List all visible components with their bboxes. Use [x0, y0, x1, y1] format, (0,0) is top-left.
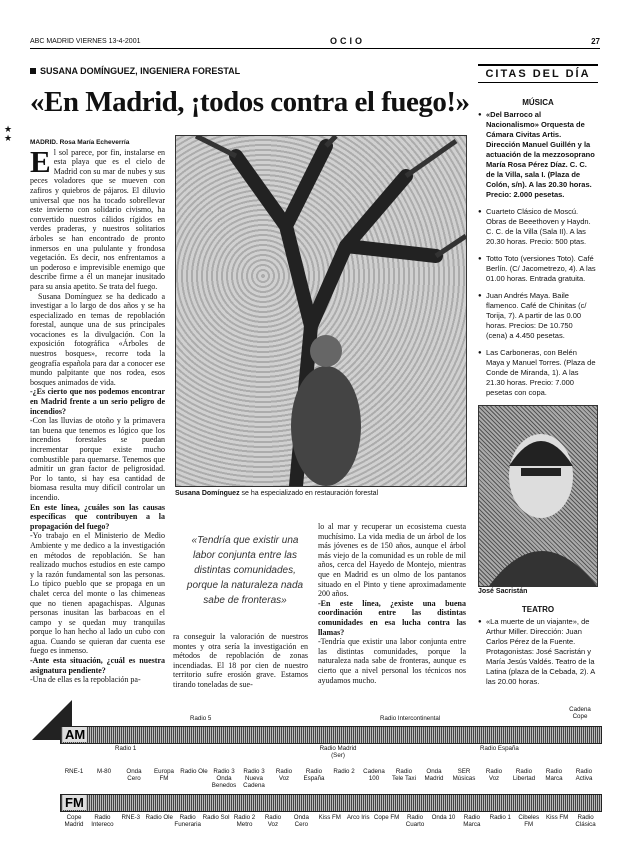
- fm-station: Radio Libertad: [512, 768, 536, 782]
- fm-band: [60, 794, 602, 812]
- fm-station: Cibeles FM: [518, 814, 540, 828]
- portrait-illustration: [479, 406, 597, 586]
- star-icon: ★ ★: [4, 124, 13, 143]
- am-station: Radio 5: [190, 715, 212, 722]
- paragraph: ra conseguir la valoración de nuestros montes y otra sería la investigación en métodos de repoblación de zonas incendiadas. El 18 por cien de nuestro territorio sufre erosión grave. Estamos tirando toneladas de sue-: [173, 632, 308, 689]
- question: -Ante esta situación, ¿cuál es nuestra asignatura pendiente?: [30, 656, 165, 675]
- fm-station: RNE-1: [64, 768, 84, 775]
- page-header: [30, 36, 600, 49]
- article-headline: «En Madrid, ¡todos contra el fuego!»: [30, 86, 470, 118]
- fm-station: Radio Marca: [463, 814, 481, 828]
- list-item: ● Juan Andrés Maya. Baile flamenco. Café de Chinitas (c/ Torija, 7). A partir de las 0.00 horas. Precios: De 10.750 (cena) a 4.450 pesetas.: [478, 291, 596, 341]
- list-item: ● Las Carboneras, con Belén Maya y Manuel Torres. (Plaza de Conde de Miranda, 1). A las 21.30 horas. Precio: 7.000 pesetas con copa.: [478, 348, 596, 398]
- fm-station: Radio Ole: [180, 768, 208, 775]
- am-station: Radio España: [480, 745, 519, 752]
- theatre-heading: TEATRO: [521, 605, 555, 614]
- question: -En este línea, ¿existe una buena coordinación entre las distintas comunidades en esa lucha contra las llamas?: [318, 598, 466, 637]
- fm-station: Cadena 100: [363, 768, 385, 782]
- fm-station: Radio Marca: [545, 768, 563, 782]
- fm-station: Radio Voz: [275, 768, 293, 782]
- article-photo: [175, 135, 467, 487]
- article-column-1: [30, 138, 165, 688]
- am-station: Cadena Cope: [569, 706, 591, 720]
- theatre-list: [478, 617, 596, 694]
- fm-station: Radio Intereco: [91, 814, 114, 828]
- paragraph: El sol parece, por fin, instalarse en esta playa que es el cielo de Madrid con su mar de nubes y sus peces voladores que se mueven con zafiros y quiebros de pájaros. El diluvio universal que nos ha tocado sobrellevar este invierno con solidario civismo, ha convertido nuestros cálidos rígidos en verdes praderas, y nuestros solitarios árboles se han encontrado de pronto inmersos en una pululante y frondosa vegetación. Es decir, nos enfrentamos a un poderoso e imprevisible enemigo que describe firme a él un manejar inusitado para su ansia apetito. Se trata del fuego.: [30, 143, 165, 291]
- fm-station: Onda Cero: [126, 768, 142, 782]
- fm-station: Radio Tele Taxi: [392, 768, 416, 782]
- paragraph: -Tendría que existir una labor conjunta entre las distintas comunidades, porque la naturaleza nada sabe de fronteras, aunque es cierto que a nivel personal los técnicos nos ayudamos mucho.: [318, 637, 466, 685]
- paragraph: -Yo trabajo en el Ministerio de Medio Ambiente y me dedico a la investigación en métodos de repoblación. Se han realizado muchos estudios en este campo y la razón fundamental son las personas. Lo típico pueblo que se propaga en un chalet cerca del monte o las chimeneas que no tienen apagachispas. Algunas personas inusitan las barbacoas en el campo y se quedan muy tranquilas porque lo han hecho al lado un cubo con agua. Cuando se quieran dar cuenta ese fuego es inmenso.: [30, 531, 165, 656]
- fm-station: Radio 2 Metro: [233, 814, 256, 828]
- am-band: [60, 726, 602, 744]
- fm-station: Onda Cero: [293, 814, 309, 828]
- portrait-photo: [478, 405, 598, 587]
- list-item: ● Totto Toto (versiones Toto). Café Berlín. (C/ Jacometrezo, 4). A las 01.00 horas. Entrada gratuita.: [478, 254, 596, 284]
- fm-station: Radio Activa: [575, 768, 593, 782]
- fm-station: Radio Sol: [202, 814, 230, 821]
- sidebar-title: CITAS DEL DÍA: [478, 64, 598, 83]
- am-label: AM: [65, 727, 86, 742]
- radio-dial: [30, 706, 600, 836]
- fm-station: Radio Voz: [485, 768, 503, 782]
- fm-station: Radio 2: [333, 768, 355, 775]
- fm-station: Radio 1: [489, 814, 511, 821]
- list-item: ● Cuarteto Clásico de Moscú. Obras de Beeethoven y Haydn. C. C. de la Villa (Sala II). A las 20.30 horas. Precio: 500 ptas.: [478, 207, 596, 247]
- fm-station: Radio Clásica: [575, 814, 596, 828]
- drop-cap: E: [30, 143, 51, 179]
- paragraph: -Con las lluvias de otoño y la primavera tan buena que tenemos es lógico que los incendios forestales se puedan incrementar porque existe mucho combustible para quemarse. Tenemos que admitir un gran factor de peligrosidad. Por lo tanto, si hay esa cantidad de biomasa resulta muy difícil controlar un incendio.: [30, 416, 165, 502]
- question: En este línea, ¿cuáles son las causas específicas que contribuyen a la propagación del fuego?: [30, 502, 165, 531]
- fm-station: Radio España: [303, 768, 325, 782]
- fm-station: M-80: [96, 768, 112, 775]
- fm-station: RNE-3: [121, 814, 141, 821]
- article-kicker: SUSANA DOMÍNGUEZ, INGENIERA FORESTAL: [30, 66, 240, 76]
- portrait-caption: José Sacristán: [478, 588, 528, 595]
- paragraph: -Una de ellas es la repoblación pa-: [30, 675, 141, 685]
- paragraph: Susana Domínguez se ha dedicado a investigar a lo largo de dos años y se ha especializado en temas de repoblación forestal, aunque una de sus principales vocaciones es la divulgación. Con la exposición fotográfica «Árboles de nuestros bosques», recorre toda la geografía española para dar a conocer ese mundo palpitante que nos rodea, esos bosques animados de vida.: [30, 291, 165, 387]
- square-bullet-icon: [30, 68, 36, 74]
- fm-station: Onda 10: [431, 814, 456, 821]
- am-station: Radio Madrid (Ser): [319, 745, 357, 759]
- dateline: MADRID. Rosa María Echeverría: [30, 139, 130, 146]
- list-item: ● «Del Barroco al Nacionalismo» Orquesta de Cámara Civitas Artis. Dirección Manuel Guillén y la actuación de la mezzosoprano María Rosa Pérez Díaz. C. C. de la Villa, sala I. (Plaza de Colón, s/n). A las 20.30 horas. Precio: 2.000 pesetas.: [478, 110, 596, 200]
- music-list: [478, 110, 596, 405]
- page-number: 27: [591, 37, 600, 46]
- pull-quote: «Tendría que existir una labor conjunta entre las distintas comunidades, porque la naturaleza nada sabe de fronteras»: [186, 535, 304, 606]
- fm-station: Radio Voz: [264, 814, 282, 828]
- fm-station: Radio Ole: [145, 814, 173, 821]
- question: -¿Es cierto que nos podemos encontrar en Madrid frente a un serio peligro de incendios?: [30, 387, 165, 416]
- issue-date: ABC MADRID VIERNES 13-4-2001: [30, 38, 141, 45]
- am-station: Radio Intercontinental: [380, 715, 441, 722]
- fm-station: Onda Madrid: [424, 768, 444, 782]
- paragraph: lo al mar y recuperar un ecosistema cuesta muchísimo. La vida media de un árbol de los más jóvenes es de 150 años, aunque el árbol más viejo de la comunidad es un roble de mil años, cerca del Hayedo de Montejo, mientras que en Madrid es un olmo de los pantanos situado en el Pinto y tiene aproximadamente 200 años.: [318, 522, 466, 599]
- fm-station: Arco Iris: [346, 814, 370, 821]
- am-station: Radio 1: [115, 745, 137, 752]
- fm-station: Cope Madrid: [64, 814, 84, 828]
- fm-station: Kiss FM: [318, 814, 341, 821]
- fm-station: Radio Cuarto: [405, 814, 425, 828]
- fm-station: Radio 3 Onda Benedos: [211, 768, 237, 789]
- fm-station: Europa FM: [154, 768, 174, 782]
- article-column-2: [173, 632, 308, 692]
- fm-station: Kiss FM: [545, 814, 569, 821]
- fm-station: Radio Funeraria: [174, 814, 201, 828]
- photo-caption: Susana Domínguez se ha especializado en restauración forestal: [175, 490, 379, 497]
- article-column-3: [318, 522, 466, 692]
- fm-station: SER Músicas: [452, 768, 476, 782]
- fm-station: Radio 3 Nueva Cadena: [243, 768, 265, 789]
- list-item: ● «La muerte de un viajante», de Arthur Miller. Dirección: Juan Carlos Pérez de la Fuente. Protagonistas: José Sacristán y María Jesús Valdés. Teatro de la Latina (plaza de la Cebada, 2). A las 20.00 horas.: [478, 617, 596, 687]
- section-name: OCIO: [330, 36, 366, 46]
- music-heading: MÚSICA: [522, 98, 554, 107]
- fm-station: Cope FM: [373, 814, 400, 821]
- fm-label: FM: [65, 795, 84, 810]
- tree-photo-illustration: [176, 136, 466, 486]
